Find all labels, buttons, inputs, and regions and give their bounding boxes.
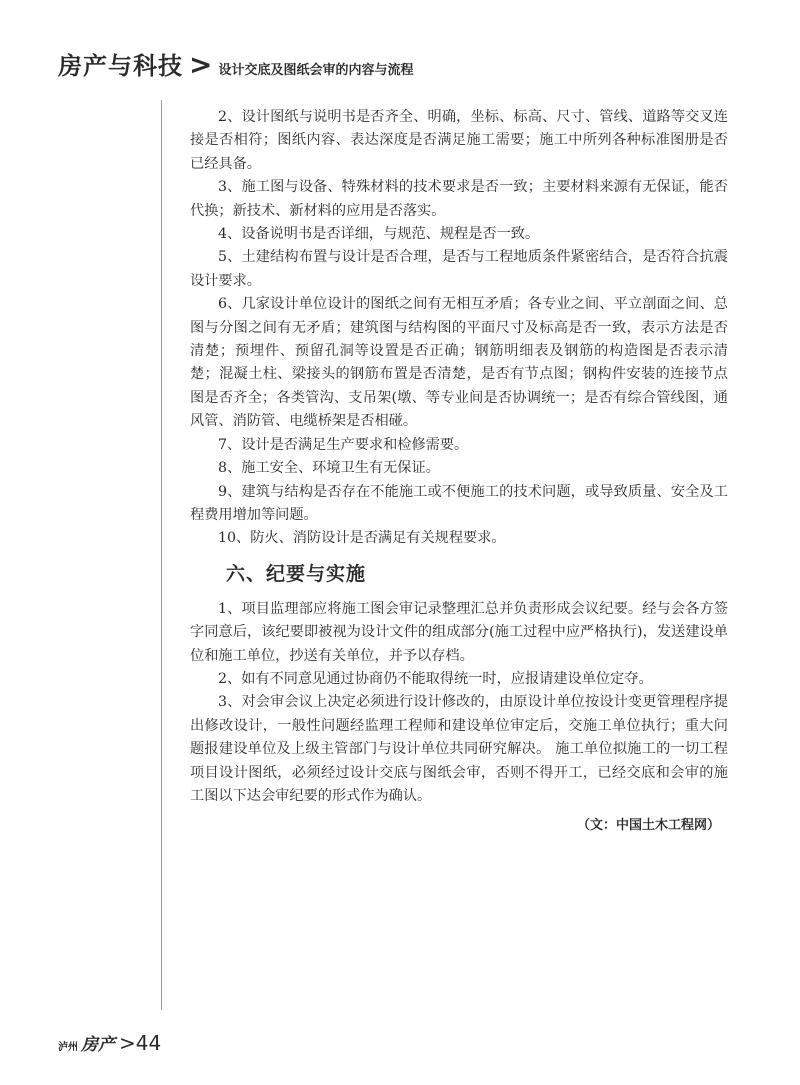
summary-paragraph-1: 1、项目监理部应将施工图会审记录整理汇总并负责形成会议纪要。经与会各方签字同意后，该纪要即被视为设计文件的组成部分(施工过程中应严格执行)，发送建设单位和施工单位，抄送有关单位，并予以存档。: [190, 600, 728, 664]
page-header: [58, 46, 413, 81]
page-number: >44: [119, 1031, 162, 1055]
paragraph-item-7: 7、设计是否满足生产要求和检修需要。: [218, 436, 469, 453]
paragraph-item-3: 3、施工图与设备、特殊材料的技术要求是否一致；主要材料来源有无保证，能否代换；新技术、新材料的应用是否落实。: [190, 179, 728, 219]
summary-paragraph-2: 2、如有不同意见通过协商仍不能取得统一时，应报请建设单位定夺。: [218, 670, 653, 687]
source-credit: （文：中国土木工程网）: [576, 818, 720, 834]
paragraph-item-9: 9、建筑与结构是否存在不能施工或不便施工的技术问题，或导致质量、安全及工程费用增加等问题。: [190, 483, 728, 523]
article-body: [190, 106, 728, 833]
footer-magazine-logo: 房产: [81, 1035, 115, 1055]
paragraph-item-8: 8、施工安全、环境卫生有无保证。: [218, 460, 440, 477]
margin-divider: [161, 100, 162, 1010]
paragraph-item-10: 10、防火、消防设计是否满足有关规程要求。: [218, 530, 506, 547]
paragraph-item-5: 5、土建结构布置与设计是否合理，是否与工程地质条件紧密结合，是否符合抗震设计要求。: [190, 249, 728, 289]
paragraph-item-6: 6、几家设计单位设计的图纸之间有无相互矛盾；各专业之间、平立剖面之间、总图与分图之间有无矛盾；建筑图与结构图的平面尺寸及标高是否一致，表示方法是否清楚；预埋件、预留孔洞等设置是否正确；钢筋明细表及钢筋的构造图是否表示清楚；混凝土柱、梁接头的钢筋布置是否清楚，是否有节点图；钢构件安装的连接节点图是否齐全；各类管沟、支吊架(墩、等专业间是否协调统一；是否有综合管线图，通风管、消防管、电缆桥架是否相碰。: [190, 296, 728, 430]
section-heading: 六、纪要与实施: [226, 562, 367, 585]
summary-paragraph-3: 3、对会审会议上决定必须进行设计修改的，由原设计单位按设计变更管理程序提出修改设计，一般性问题经监理工程师和建设单位审定后，交施工单位执行；重大问题报建设单位及上级主管部门与设计单位共同研究解决。 施工单位拟施工的一切工程项目设计图纸，必须经过设计交底与图纸会审，否则不得开工，已经交底和会审的施工图以下达会审纪要的形式作为确认。: [190, 694, 728, 804]
article-topic: 设计交底及图纸会审的内容与流程: [218, 63, 414, 78]
paragraph-item-2: 2、设计图纸与说明书是否齐全、明确，坐标、标高、尺寸、管线、道路等交叉连接是否相符；图纸内容、表达深度是否满足施工需要；施工中所列各种标准图册是否已经具备。: [190, 109, 728, 172]
section-name: 房产与科技: [58, 52, 183, 80]
paragraph-item-4: 4、设备说明书是否详细，与规范、规程是否一致。: [218, 226, 540, 243]
footer-city: 泸州: [58, 1042, 78, 1053]
page-footer: [58, 1030, 161, 1055]
header-arrow-icon: >: [189, 48, 213, 81]
